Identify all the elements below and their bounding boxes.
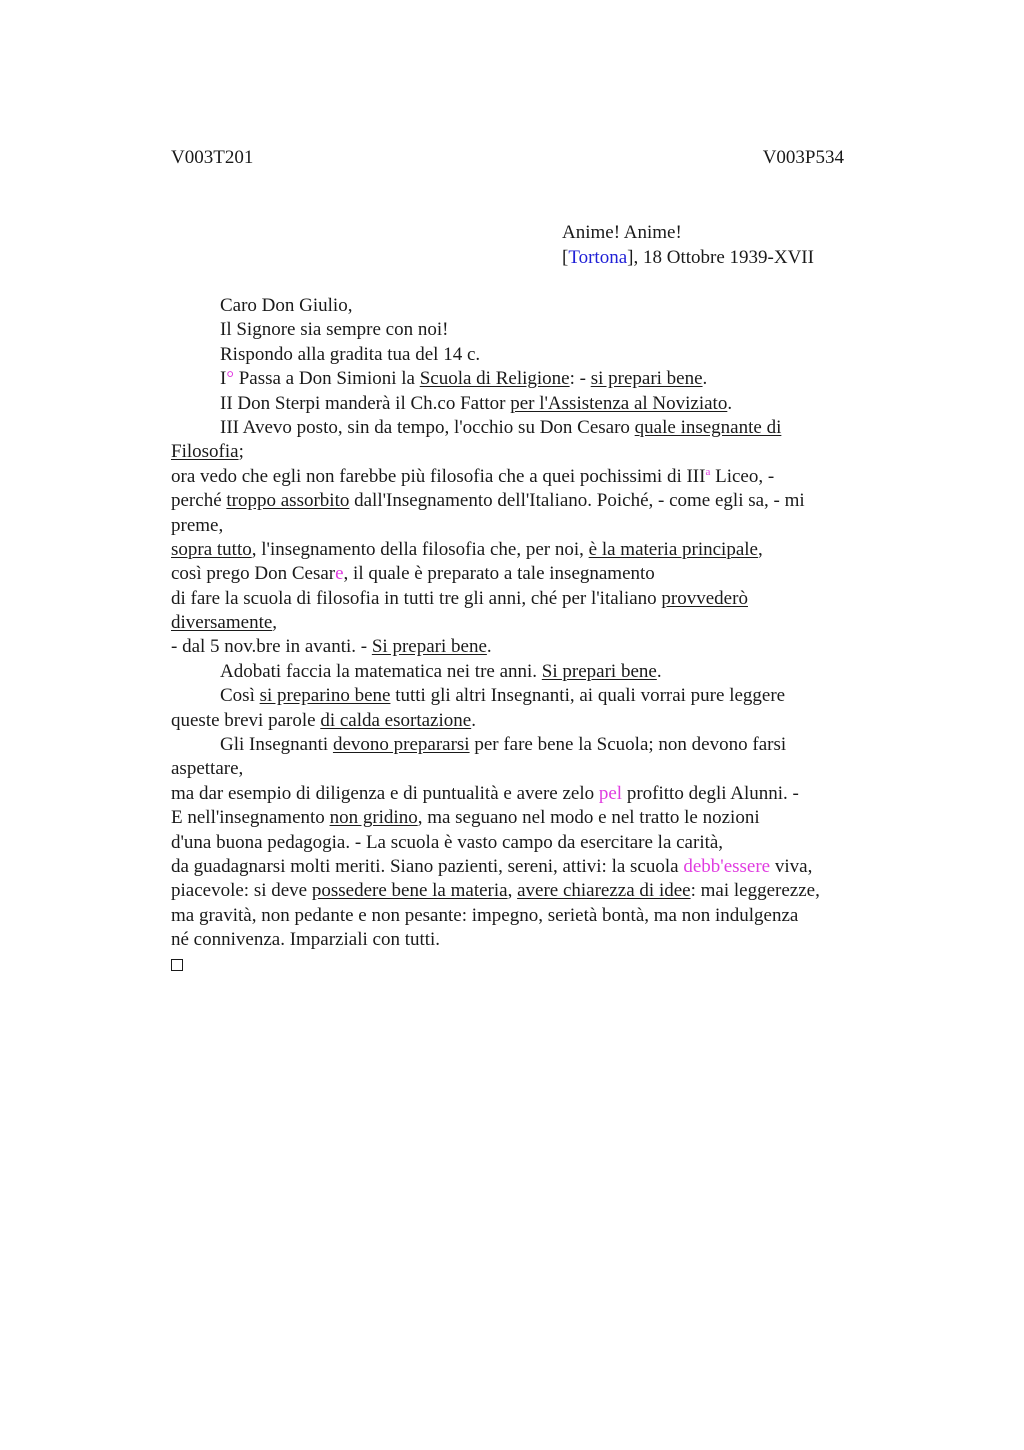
motto: Anime! Anime! — [562, 222, 682, 243]
text-segment: profitto degli Alunni. - — [622, 782, 799, 804]
text-segment: , ma seguano nel modo e nel tratto le nozioni — [417, 807, 760, 829]
text-segment: preme, — [171, 514, 224, 536]
text-line — [171, 757, 881, 781]
text-line — [171, 416, 881, 440]
text-line — [171, 611, 881, 635]
underlined-text: Filosofia — [171, 441, 239, 463]
highlighted-text: e — [335, 563, 344, 585]
text-line — [171, 879, 881, 903]
text-line — [171, 709, 881, 733]
underlined-text: troppo assorbito — [226, 490, 350, 512]
underlined-text: Scuola di Religione — [419, 368, 570, 390]
text-line — [171, 782, 881, 806]
text-segment: E nell'insegnamento — [171, 807, 330, 829]
text-line — [171, 465, 881, 489]
text-line — [171, 806, 881, 830]
text-line — [171, 635, 881, 659]
underlined-text: avere chiarezza di idee — [517, 880, 691, 902]
text-segment: piacevole: si deve — [171, 880, 312, 902]
text-segment: né connivenza. Imparziali con tutti. — [171, 929, 441, 951]
text-segment: ma gravità, non pedante e non pesante: impegno, serietà bontà, ma non indulgenza — [171, 904, 799, 926]
text-line — [171, 660, 881, 684]
place-bracket-open: [ — [562, 246, 569, 268]
text-segment: perché — [171, 490, 227, 512]
text-line — [171, 318, 881, 342]
text-segment: così prego Don Cesar — [171, 563, 336, 585]
end-mark-line — [171, 953, 881, 977]
text-segment: viva, — [770, 855, 813, 877]
text-segment: Così — [220, 685, 260, 707]
highlighted-text: pel — [598, 782, 623, 804]
text-line — [171, 684, 881, 708]
text-segment: da guadagnarsi molti meriti. Siano pazienti, sereni, attivi: la scuola — [171, 855, 684, 877]
text-segment: ora vedo che egli non farebbe più filosofia che a quei pochissimi di III — [171, 465, 706, 487]
text-line — [171, 440, 881, 464]
highlighted-text: a — [705, 465, 711, 478]
text-line — [171, 367, 881, 391]
highlighted-text: ° — [226, 368, 234, 390]
text-segment: ; — [238, 441, 244, 463]
document-code-right: V003P534 — [762, 147, 844, 168]
letter-body — [171, 294, 881, 977]
text-segment: . — [656, 660, 662, 682]
letter-date: , 18 Ottobre 1939-XVII — [633, 246, 814, 268]
underlined-text: di calda esortazione — [320, 709, 472, 731]
text-line — [171, 904, 881, 928]
text-segment: tutti gli altri Insegnanti, ai quali vorrai pure leggere — [390, 685, 786, 707]
text-segment: Liceo, - — [710, 465, 775, 487]
underlined-text: si prepari bene — [590, 368, 703, 390]
text-segment: , — [272, 612, 278, 634]
underlined-text: non gridino — [329, 807, 418, 829]
underlined-text: è la materia principale — [588, 538, 758, 560]
document-code-left: V003T201 — [171, 147, 254, 168]
text-segment: Passa a Don Simioni la — [233, 368, 420, 390]
text-segment: - dal 5 nov.bre in avanti. - — [171, 636, 372, 658]
text-segment: ma dar esempio di diligenza e di puntualità e avere zelo — [171, 782, 599, 804]
text-segment: , il quale è preparato a tale insegnamento — [343, 563, 655, 585]
highlighted-text: debb'essere — [683, 855, 771, 877]
text-segment: II Don Sterpi manderà il Ch.co Fattor — [220, 392, 511, 414]
text-line — [171, 562, 881, 586]
place-bracket-close: ] — [627, 246, 634, 268]
underlined-text: provvederò — [661, 587, 748, 609]
underlined-text: si preparino bene — [259, 685, 391, 707]
text-line — [171, 538, 881, 562]
text-segment: . — [471, 709, 476, 731]
text-segment: queste brevi parole — [171, 709, 321, 731]
underlined-text: per l'Assistenza al Noviziato — [510, 392, 728, 414]
text-segment: : - — [569, 368, 591, 390]
underlined-text: possedere bene la materia — [311, 880, 508, 902]
text-segment: I — [220, 368, 227, 390]
text-segment: , l'insegnamento della filosofia che, per noi, — [251, 538, 589, 560]
text-line — [171, 733, 881, 757]
text-line — [171, 928, 881, 952]
text-segment: d'una buona pedagogia. - La scuola è vasto campo da esercitare la carità, — [171, 831, 724, 853]
underlined-text: Si prepari bene — [371, 636, 487, 658]
text-segment: Adobati faccia la matematica nei tre anni. — [220, 660, 542, 682]
text-segment: III Avevo posto, sin da tempo, l'occhio su Don Cesaro — [220, 416, 635, 438]
place-name: Tortona — [568, 246, 628, 268]
text-segment: . — [486, 636, 492, 658]
text-segment: di fare la scuola di filosofia in tutti tre gli anni, ché per l'italiano — [171, 587, 662, 609]
text-line — [171, 392, 881, 416]
text-segment: , — [757, 538, 763, 560]
text-segment: Il Signore sia sempre con noi! — [220, 319, 449, 341]
text-line — [171, 514, 881, 538]
text-segment: : mai leggerezze, — [690, 880, 820, 902]
text-segment: dall'Insegnamento dell'Italiano. Poiché, - come egli sa, - mi — [349, 490, 805, 512]
underlined-text: Si prepari bene — [541, 660, 657, 682]
text-segment: Rispondo alla gradita tua del 14 c. — [220, 343, 481, 365]
text-segment: aspettare, — [171, 758, 244, 780]
text-segment: Gli Insegnanti — [220, 734, 333, 756]
text-segment: . — [727, 392, 733, 414]
text-line — [171, 343, 881, 367]
text-line — [171, 489, 881, 513]
underlined-text: sopra tutto — [171, 538, 252, 560]
place-date-line — [562, 246, 814, 271]
text-segment: Caro Don Giulio, — [220, 295, 353, 316]
underlined-text: diversamente — [171, 612, 273, 634]
underlined-text: quale insegnante di — [634, 416, 782, 438]
text-line — [171, 294, 881, 318]
text-segment: , — [507, 880, 518, 902]
text-line — [171, 831, 881, 855]
text-line — [171, 587, 881, 611]
text-segment: per fare bene la Scuola; non devono farsi — [469, 734, 787, 756]
text-line — [171, 855, 881, 879]
underlined-text: devono prepararsi — [332, 734, 470, 756]
square-box-icon — [171, 959, 183, 971]
text-segment: . — [702, 368, 708, 390]
letter-heading — [562, 221, 814, 270]
